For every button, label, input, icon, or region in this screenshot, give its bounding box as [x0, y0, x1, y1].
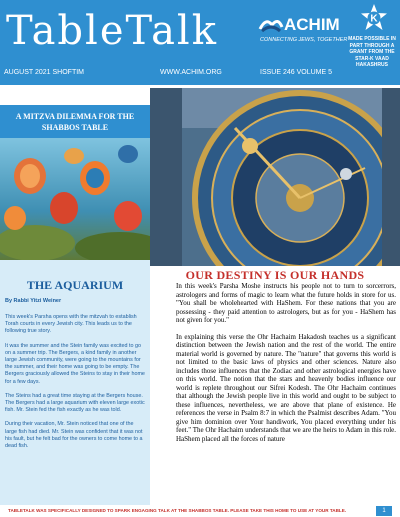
website-link[interactable]: WWW.ACHIM.ORG — [160, 69, 222, 76]
masthead — [0, 0, 400, 85]
sidebar-byline: By Rabbi Yitzi Weiner — [5, 298, 62, 304]
sidebar-paragraph: During their vacation, Mr. Stein noticed that one of the large fish had died. Mr. Stein was confident that it was not his fault, but he felt bad for the owners to come home to a dead fish. — [5, 421, 143, 450]
achim-hands-icon — [258, 15, 284, 35]
article-paragraph: In this week's Parsha Moshe instructs his people not to turn to sorcerrors, astrologers and forms of magic to learn what the future holds in store for us. "You shall be wholehearted with HaShem. For these nations that you are possessing - they paid attention to astrologers, but as for you - HaShem has not given for you." — [176, 282, 396, 324]
issue-date: AUGUST 2021 SHOFTIM — [4, 69, 85, 76]
sidebar-paragraph: The Steins had a great time staying at the Bergers house. The Bergers had a large aquarium with eleven large exotic fish. Mr. Stein fed the fish exactly as he was told. — [5, 392, 145, 414]
star-k-badge-icon — [359, 3, 389, 33]
footer-note: TABLETALK WAS SPECIFICALLY DESIGNED TO SPARK ENGAGING TALK AT THE SHABBOS TABLE. PLEASE TAKE THIS HOME TO USE AT YOUR TABLE. — [8, 508, 347, 513]
aquarium-photo — [0, 138, 150, 260]
article-title: OUR DESTINY IS OUR HANDS — [185, 268, 365, 282]
sponsor-tagline: CONNECTING JEWS, TOGETHER — [260, 37, 348, 43]
sidebar-column — [0, 105, 150, 505]
sidebar-story-title: THE AQUARIUM — [26, 278, 124, 292]
badge-letter: K — [370, 13, 378, 25]
sidebar-heading: A MITZVA DILEMMA FOR THE SHABBOS TABLE — [0, 105, 150, 138]
issue-number: ISSUE 246 VOLUME 5 — [260, 69, 332, 76]
grant-credit: MADE POSSIBLE IN PART THROUGH A GRANT FROM THE STAR-K VAAD HAKASHRUS — [348, 36, 396, 68]
article-paragraph: In explaining this verse the Ohr Hachaim Hakadosh teaches us a significant distinction between the Jewish nation and the rest of the world. The entire material world is governed by nature. The "nature" that governs this world is not limited to the basic laws of physics and other sciences. Nature also includes those influences that the Zodiac and other astrological energies have on this world. The notion that the stars and heavenly bodies influence our world is replete throughout our Sifrei Kodesh. The Ohr Hachaim continues that although the Jewish people live in this world and ought to be subject to these influences, nevertheless, we are above that plane of existence. He references the verse in Psalm 8:7 in which the Psalmist describes Adam. "You give him dominion over Your handiwork, You placed everything under his feet." The Ohr Hachaim understands that we are the heirs to Adam in this role. HaShem placed all the forces of nature — [176, 332, 396, 443]
page-number: 1 — [376, 506, 392, 516]
article-body — [176, 282, 396, 451]
issue-info-bar — [4, 66, 344, 80]
masthead-logo: TableTalk — [6, 8, 218, 54]
sponsor-name: ACHIM — [284, 15, 340, 34]
astronomical-clock-photo — [150, 88, 400, 266]
sidebar-paragraph: This week's Parsha opens with the mitzvah to establish Torah courts in every Jewish city. This leads us to the following true story. — [5, 314, 137, 335]
sidebar-story-body — [5, 314, 145, 457]
sponsor-logo — [256, 15, 356, 55]
sidebar-paragraph: It was the summer and the Stein family was excited to go on a summer trip. The Bergers, a kind family in another large Jewish community, were going to the mountains for the summer, and their home was going to be empty. The Bergers graciously allowed the Steins to stay in their home for a few days. — [5, 342, 145, 385]
footer — [0, 505, 400, 517]
